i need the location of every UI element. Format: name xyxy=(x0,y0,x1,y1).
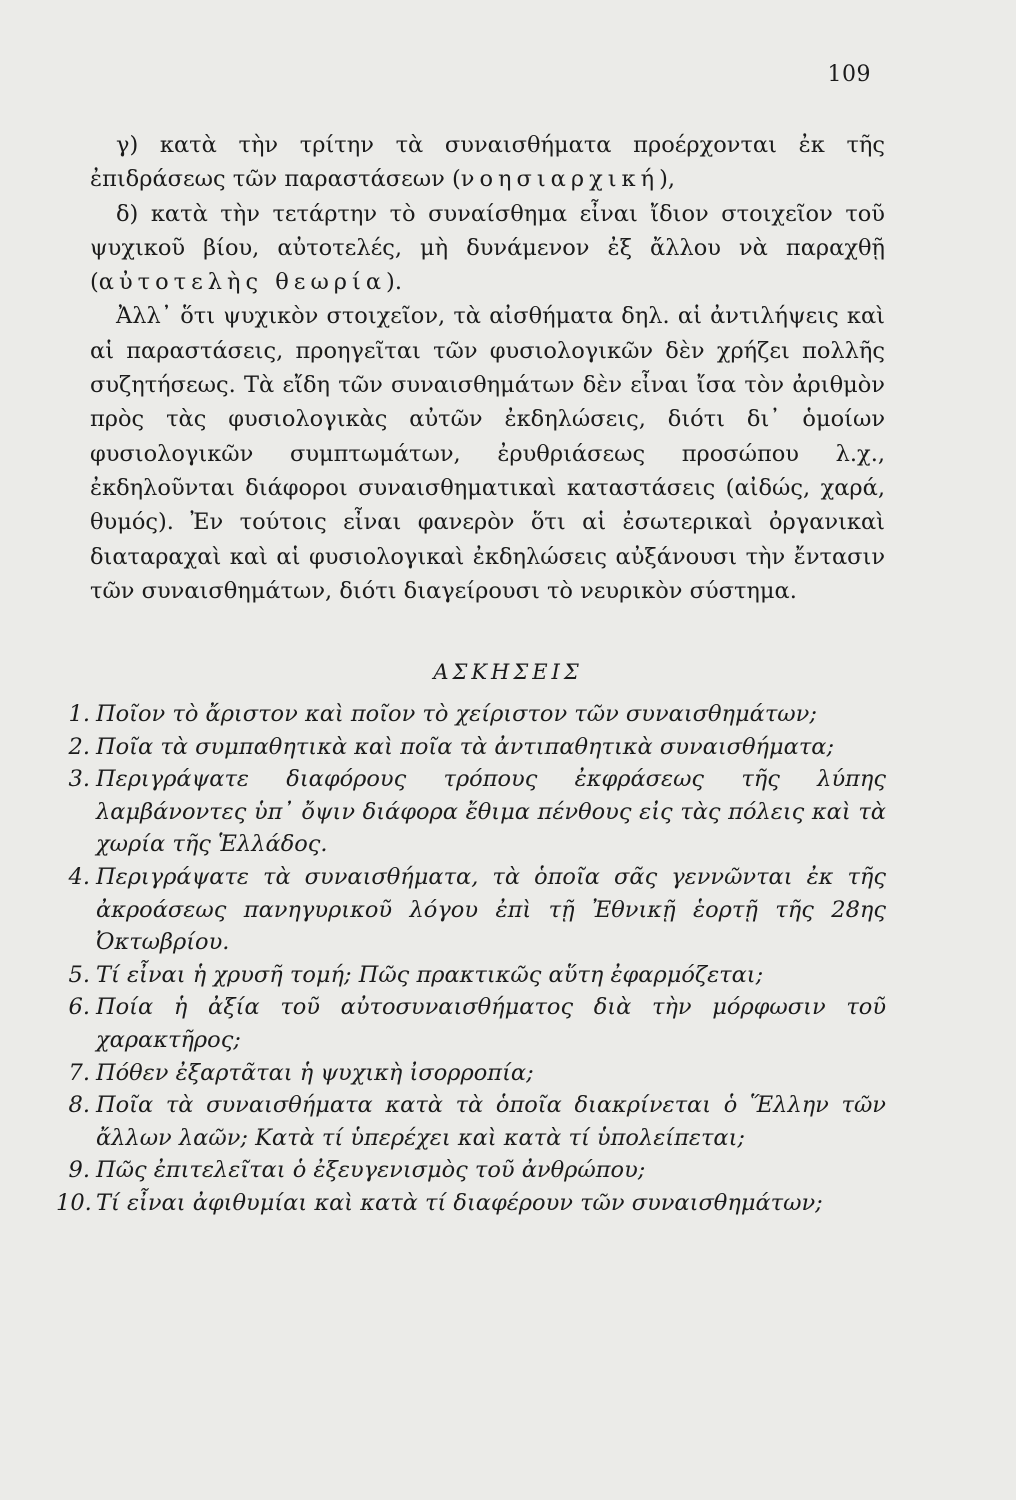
exercise-item xyxy=(56,731,886,764)
exercise-item xyxy=(56,1057,886,1090)
exercise-text: Περιγράψατε διαφόρους τρόπους ἐκφράσεως τῆς λύπης λαμβάνοντες ὑπ᾽ ὄψιν διάφορα ἔθιμα πένθους εἰς τὰς πόλεις καὶ τὰ χωρία τῆς Ἑλλάδος. xyxy=(96,766,886,858)
exercise-number: 7. xyxy=(68,1059,90,1086)
exercise-item xyxy=(56,959,886,992)
exercise-number: 4. xyxy=(68,863,90,890)
paragraph-gamma xyxy=(90,128,885,197)
exercise-number: 2. xyxy=(68,733,90,760)
exercises-list xyxy=(56,698,886,1220)
paragraph-gamma-end: ), xyxy=(659,166,676,193)
paragraph-gamma-text: γ) κατὰ τὴν τρίτην τὰ συναισθήματα προέρχονται ἐκ τῆς ἐπιδράσεως τῶν παραστάσεων ( xyxy=(90,132,885,193)
exercise-item xyxy=(56,1154,886,1187)
exercise-text: Πόθεν ἐξαρτᾶται ἡ ψυχικὴ ἰσορροπία; xyxy=(96,1059,534,1086)
exercise-text: Περιγράψατε τὰ συναισθήματα, τὰ ὁποῖα σᾶς γεννῶνται ἐκ τῆς ἀκροάσεως πανηγυρικοῦ λόγου ἐπὶ τῇ Ἐθνικῇ ἑορτῇ τῆς 28ης Ὀκτωβρίου. xyxy=(96,863,886,956)
exercise-item xyxy=(56,763,886,861)
exercise-item xyxy=(56,861,886,959)
term-autoteles-theoria: αὐτοτελὴς θεωρία xyxy=(98,269,387,296)
exercise-number: 1. xyxy=(68,701,90,727)
exercise-text: Τί εἶναι ἀφιθυμίαι καὶ κατὰ τί διαφέρουν τῶν συναισθημάτων; xyxy=(96,1189,823,1216)
paragraph-delta xyxy=(90,197,885,300)
exercise-text: Ποῖον τὸ ἄριστον καὶ ποῖον τὸ χείριστον τῶν συναισθημάτων; xyxy=(96,701,817,727)
exercise-text: Τί εἶναι ἡ χρυσῆ τομή; Πῶς πρακτικῶς αὕτη ἐφαρμόζεται; xyxy=(96,961,764,988)
paragraph-delta-text: δ) κατὰ τὴν τετάρτην τὸ συναίσθημα εἶναι ἴδιον στοιχεῖον τοῦ ψυχικοῦ βίου, αὐτοτελές, μὴ δυνάμενον ἐξ ἄλλου νὰ παραχθῇ ( xyxy=(90,200,885,296)
exercise-item xyxy=(56,991,886,1056)
exercise-text: Ποῖα τὰ συναισθήματα κατὰ τὰ ὁποῖα διακρίνεται ὁ Ἕλλην τῶν ἄλλων λαῶν; Κατὰ τί ὑπερέχει καὶ κατὰ τί ὑπολείπεται; xyxy=(96,1092,886,1151)
exercise-item xyxy=(56,698,886,731)
exercise-text: Ποῖα τὰ συμπαθητικὰ καὶ ποῖα τὰ ἀντιπαθητικὰ συναισθήματα; xyxy=(96,733,835,760)
paragraph-main: Ἀλλ᾽ ὅτι ψυχικὸν στοιχεῖον, τὰ αἰσθήματα δηλ. αἱ ἀντιλήψεις καὶ αἱ παραστάσεις, προηγεῖται τῶν φυσιολογικῶν δὲν χρήζει πολλῆς συζητήσεως. Τὰ εἴδη τῶν συναισθημάτων δὲν εἶναι ἴσα τὸν ἀριθμὸν πρὸς τὰς φυσιολογικὰς αὐτῶν ἐκδηλώσεις, διότι δι᾽ ὁμοίων φυσιολογικῶν συμπτωμάτων, ἐρυθριάσεως προσώπου λ.χ., ἐκδηλοῦνται διάφοροι συναισθηματικαὶ καταστάσεις (αἰδώς, χαρά, θυμός). Ἐν τούτοις εἶναι φανερὸν ὅτι αἱ ἐσωτερικαὶ ὀργανικαὶ διαταραχαὶ καὶ αἱ φυσιολογικαὶ ἐκδηλώσεις αὐξάνουσι τὴν ἔντασιν τῶν συναισθημάτων, διότι διαγείρουσι τὸ νευρικὸν σύστημα. xyxy=(90,303,885,604)
exercise-item xyxy=(56,1187,886,1220)
exercise-number: 9. xyxy=(68,1157,90,1184)
exercise-number: 10. xyxy=(56,1189,92,1216)
page-number: 109 xyxy=(827,62,871,87)
body-text xyxy=(90,128,885,608)
exercises-heading: ΑΣΚΗΣΕΙΣ xyxy=(433,660,583,684)
exercise-text: Ποία ἡ ἀξία τοῦ αὐτοσυναισθήματος διὰ τὴν μόρφωσιν τοῦ χαρακτῆρος; xyxy=(96,994,886,1053)
exercise-text: Πῶς ἐπιτελεῖται ὁ ἐξευγενισμὸς τοῦ ἀνθρώπου; xyxy=(96,1157,646,1184)
exercise-number: 8. xyxy=(68,1092,90,1119)
exercise-number: 3. xyxy=(68,766,90,793)
exercise-number: 5. xyxy=(68,961,90,988)
paragraph-delta-end: ). xyxy=(386,269,402,296)
exercise-item xyxy=(56,1089,886,1154)
term-noesiarchike: νοησιαρχική xyxy=(460,166,660,193)
exercise-number: 6. xyxy=(68,994,90,1021)
